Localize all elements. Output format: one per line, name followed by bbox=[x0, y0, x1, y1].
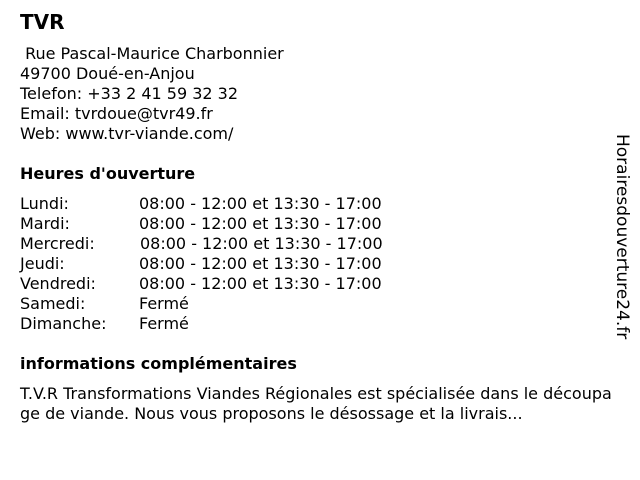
time-value: 08:00 - 12:00 et 13:30 - 17:00 bbox=[140, 234, 383, 253]
day-label: Samedi: bbox=[20, 294, 86, 313]
time-value: 08:00 - 12:00 et 13:30 - 17:00 bbox=[139, 194, 382, 213]
city-address: 49700 Doué-en-Anjou bbox=[20, 64, 195, 83]
info-heading: informations complémentaires bbox=[20, 354, 297, 373]
street-address: Rue Pascal-Maurice Charbonnier bbox=[20, 44, 284, 63]
contact-block bbox=[20, 44, 284, 144]
business-name: TVR bbox=[20, 10, 65, 34]
time-value: 08:00 - 12:00 et 13:30 - 17:00 bbox=[139, 274, 382, 293]
day-label: Jeudi: bbox=[20, 254, 65, 273]
time-value: 08:00 - 12:00 et 13:30 - 17:00 bbox=[139, 254, 382, 273]
time-value: Fermé bbox=[139, 294, 189, 313]
site-watermark: Horairesdouverture24.fr bbox=[612, 134, 632, 340]
day-label: Lundi: bbox=[20, 194, 69, 213]
day-label: Mardi: bbox=[20, 214, 70, 233]
email-address: Email: tvrdoue@tvr49.fr bbox=[20, 104, 213, 123]
hours-heading: Heures d'ouverture bbox=[20, 164, 196, 183]
time-value: Fermé bbox=[139, 314, 189, 333]
website: Web: www.tvr-viande.com/ bbox=[20, 124, 234, 143]
day-label: Dimanche: bbox=[20, 314, 107, 333]
business-description: T.V.R Transformations Viandes Régionales est spécialisée dans le découpage de viande. Nous vous proposons le désossage et la livrais... bbox=[20, 384, 612, 423]
day-label: Vendredi: bbox=[20, 274, 96, 293]
phone-number: Telefon: +33 2 41 59 32 32 bbox=[20, 84, 239, 103]
day-label: Mercredi: bbox=[20, 234, 95, 253]
time-value: 08:00 - 12:00 et 13:30 - 17:00 bbox=[139, 214, 382, 233]
